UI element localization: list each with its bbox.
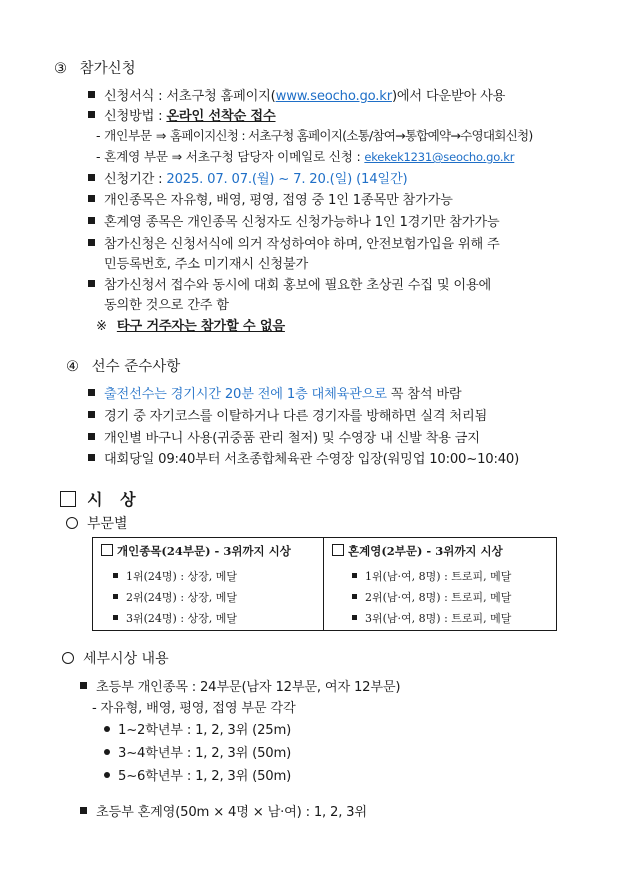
square-bullet-icon [88,195,95,202]
note-item [88,189,453,208]
dot-bullet-icon [104,749,110,755]
award-row-text: 3위(24명) : 상장, 메달 [126,612,238,625]
apply-form-item [88,85,505,104]
relay-awards-column [324,538,556,630]
note-text: 개인종목은 자유형, 배영, 평영, 접영 중 1인 1종목만 참가가능 [104,193,453,208]
square-bullet-icon [88,111,95,118]
grade-text: 5~6학년부 : 1, 2, 3위 (50m) [118,769,292,784]
square-bullet-icon [88,433,95,440]
rule-text: 경기 중 자기코스를 이탈하거나 다른 경기자를 방해하면 실격 처리됨 [104,409,488,424]
open-square-icon [332,544,344,556]
elem-individual-text: 초등부 개인종목 : 24부문(남자 12부문, 여자 12부문) [96,680,401,695]
elem-sub-item [92,697,296,716]
by-division-heading [66,513,128,533]
grade-item [104,719,291,738]
elem-sub-text: - 자유형, 배영, 평영, 접영 부문 각각 [92,701,296,716]
period-value: 2025. 07. 07.(월) ~ 7. 20.(일) (14일간) [166,172,408,187]
square-bullet-icon [88,174,95,181]
rule-item [88,427,480,446]
dot-bullet-icon [104,772,110,778]
elem-individual-item [80,676,400,695]
note-item [88,274,491,293]
award-row [113,568,237,584]
relay-head-text: 혼계영(2부문) - 3위까지 시상 [348,544,503,558]
rule-text: 꼭 참석 바람 [386,387,462,402]
rule-item [88,405,487,424]
award-row-text: 1위(24명) : 상장, 메달 [126,570,238,583]
square-bullet-icon [113,615,118,620]
awards-title: 시 상 [87,490,142,509]
grade-item [104,765,291,784]
relay-awards-head [332,543,503,559]
circle-bullet-icon [66,517,78,529]
team-email-link[interactable]: ekekek1231@seocho.go.kr [364,150,515,164]
awards-heading [60,487,142,510]
award-row [113,589,237,605]
square-bullet-icon [352,615,357,620]
rule-text: 개인별 바구니 사용(귀중품 관리 철저) 및 수영장 내 신발 착용 금지 [104,431,480,446]
elem-relay-text: 초등부 혼계영(50m × 4명 × 남·여) : 1, 2, 3위 [96,805,367,820]
reference-mark-icon: ※ [96,319,107,334]
elem-relay-item [80,801,367,820]
note-continuation [104,294,229,313]
section-number: ④ [66,359,79,375]
detail-awards-label: 세부시상 내용 [83,651,169,667]
square-bullet-icon [352,594,357,599]
apply-method-item [88,105,276,124]
open-square-icon [60,491,76,507]
award-row-text: 2위(24명) : 상장, 메달 [126,591,238,604]
square-bullet-icon [113,594,118,599]
team-subitem [96,146,514,165]
grade-item [104,742,291,761]
square-bullet-icon [80,682,87,689]
grade-text: 1~2학년부 : 1, 2, 3위 (25m) [118,723,292,738]
period-label: 신청기간 : [104,172,167,187]
team-label: - 혼계영 부문 ⇒ 서초구청 담당자 이메일로 신청 : [96,149,365,164]
rule-text-highlight: 출전선수는 경기시간 20분 전에 1층 대체육관으로 [104,387,387,402]
note-text: 동의한 것으로 간주 함 [104,298,229,313]
awards-table [92,537,557,631]
award-row [113,610,237,626]
square-bullet-icon [113,573,118,578]
circle-bullet-icon [62,652,74,664]
apply-form-text-tail: )에서 다운받아 사용 [391,89,506,104]
dot-bullet-icon [104,726,110,732]
square-bullet-icon [352,573,357,578]
award-row-text: 2위(남·여, 8명) : 트로피, 메달 [365,591,512,604]
note-continuation [104,253,308,272]
square-bullet-icon [88,239,95,246]
warning-note [96,315,285,334]
section-3-heading [54,57,136,78]
square-bullet-icon [88,217,95,224]
note-text: 민등록번호, 주소 미기재시 신청불가 [104,257,309,272]
award-row-text: 3위(남·여, 8명) : 트로피, 메달 [365,612,512,625]
apply-method-label: 신청방법 : [104,109,167,124]
square-bullet-icon [88,91,95,98]
apply-form-text: 신청서식 : 서초구청 홈페이지( [104,89,276,104]
by-division-label: 부문별 [87,516,128,532]
online-subitem [96,125,532,144]
online-label: - 개인부문 ⇒ [96,128,170,143]
rule-item [88,383,461,402]
note-text: 참가신청서 접수와 동시에 대회 홍보에 필요한 초상권 수집 및 이용에 [104,278,492,293]
award-row [352,610,511,626]
note-item [88,211,499,230]
square-bullet-icon [80,807,87,814]
grade-text: 3~4학년부 : 1, 2, 3위 (50m) [118,746,292,761]
note-text: 참가신청은 신청서식에 의거 작성하여야 하며, 안전보험가입을 위해 주 [104,237,500,252]
apply-method-value: 온라인 선착순 접수 [166,109,276,124]
note-item [88,233,500,252]
section-title: 선수 준수사항 [91,359,181,375]
note-text: 혼계영 종목은 개인종목 신청자도 신청가능하나 1인 1경기만 참가가능 [104,215,500,230]
open-square-icon [101,544,113,556]
individual-awards-head [101,543,291,559]
section-number: ③ [54,61,67,77]
square-bullet-icon [88,389,95,396]
section-4-heading [66,355,180,376]
individual-head-text: 개인종목(24부문) - 3위까지 시상 [117,544,291,558]
award-row [352,589,511,605]
rule-item [88,448,519,467]
detail-awards-heading [62,648,169,668]
square-bullet-icon [88,411,95,418]
award-row [352,568,511,584]
award-row-text: 1위(남·여, 8명) : 트로피, 메달 [365,570,512,583]
website-link[interactable]: www.seocho.go.kr [275,89,392,104]
warning-text: 타구 거주자는 참가할 수 없음 [116,319,285,334]
online-path: 홈페이지신청 : 서초구청 홈페이지(소통/참여→통합예약→수영대회신청) [169,128,533,143]
individual-awards-column [93,538,323,630]
square-bullet-icon [88,454,95,461]
square-bullet-icon [88,280,95,287]
period-item [88,168,407,187]
section-title: 참가신청 [79,61,136,77]
rule-text: 대회당일 09:40부터 서초종합체육관 수영장 입장(워밍업 10:00~10:40) [104,452,520,467]
